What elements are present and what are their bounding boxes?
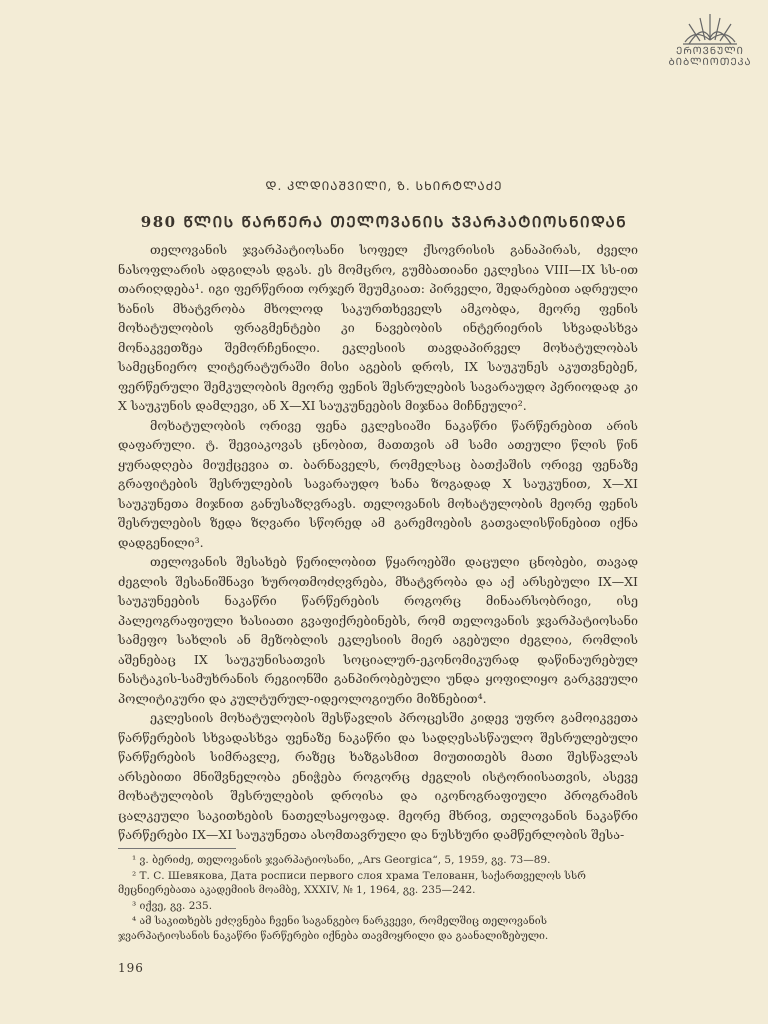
paragraph-2: მოხატულობის ორივე ფენა ეკლესიაში ნაკაწრი წარწერებით არის დაფარული. ტ. შევიაკოვას ცნობით, მათთვის ამ სამი ათეული წლის წინ ყურადღება მიუქცევია თ. ბარნაველს, რომელსაც ბათქაშის ორივე ფენაზე გრაფიტების შესრულების სავარაუდო ხანა ზოგადად X საუკუნით, X—XI საუკუნეთა მიჯნით განუსაზღვრავს. თელოვანის მოხატულობის მეორე ფენის შესრულების ზედა ზღვარი სწორედ ამ გარემოების გათვალისწინებით იქნა დადგენილი³.	[118, 417, 638, 550]
article-body	[118, 240, 638, 845]
page-number: 196	[118, 961, 144, 975]
library-stamp	[660, 10, 760, 90]
footnote-3: ³ იქვე, გვ. 235.	[132, 899, 213, 912]
paragraph-3: თელოვანის შესახებ წერილობით წყაროებში დაცული ცნობები, თავად ძეგლის შესანიშნავი ხუროთმოძღვრება, მხატვრობა და აქ არსებული IX—XI საუკუნეების ნაკაწრი წარწერების როგორც მინაარსობრივი, ისე პალეოგრაფიული ხასიათი გვაფიქრებინებს, რომ თელოვანის ჯვარპატიოსანი სამეფო სახლის ან მეზობლის ეკლესიის მიერ აგებული ძეგლია, რომლის აშენებაც IX საუკუნისათვის სოციალურ-ეკონომიკურად დაწინაურებულ ნასტაკის-სამუხრანის რეგიონში განპირობებული უნდა ყოფილიყო გარკვეული პოლიტიკური და კულტურულ-იდეოლოგიური მიზნებით⁴.	[118, 554, 638, 706]
paragraph-4: ეკლესიის მოხატულობის შესწავლის პროცესში კიდევ უფრო გამოიკვეთა წარწერების სხვადასხვა ფენაზე ნაკაწრი და სადღესასწაულო შესრულებული წარწერების სიმრავლე, რაზეც ხაზგასმით მიუთითებს მათი შესწავლას არსებითი მნიშვნელობა ენიჭება როგორც ძეგლის ისტორიისათვის, ასევე მოხატულობის შესრულების დროისა და იკონოგრაფიული პროგრამის ცალკეული საკითხების ნათელსაყოფად. მეორე მხრივ, თელოვანის ნაკაწრი წარწერები IX—XI საუკუნეთა ასომთავრული და ნუსხური დამწერლობის შესა-	[118, 710, 638, 842]
footnote-divider	[118, 848, 236, 849]
footnote-4: ⁴ ამ საკითხებს ეძღვნება ჩვენი საგანგებო ნარკვევი, რომელშიც თელოვანის ჯვარპატიოსანის ნაკაწრი წარწერები იქნება თავმოყრილი და გაანალიზებული.	[118, 915, 549, 942]
footnote-2: ² Т. С. Шевякова, Дата росписи первого слоя храма Телованн, საქართველოს სსრ მეცნიერებათა აკადემიის მოამბე, XXXIV, № 1, 1964, გვ. 235—242.	[118, 869, 586, 896]
footnotes	[118, 853, 638, 944]
article-authors: Დ. ᲙᲚᲓᲘᲐᲨᲕᲘᲚᲘ, Ზ. ᲡᲮᲘᲠᲢᲚᲐᲫᲔ	[265, 179, 503, 193]
library-emblem-icon	[675, 10, 745, 46]
stamp-line-2: ᲑᲘᲑᲚᲘᲝᲗᲔᲙᲐ	[668, 57, 752, 68]
article-title: 980 ᲬᲚᲘᲡ ᲬᲐᲠᲬᲔᲠᲐ ᲗᲔᲚᲝᲕᲐᲜᲘᲡ ᲯᲕᲐᲠᲞᲐᲢᲘᲝᲡᲜᲘᲓᲐᲜ	[140, 213, 628, 231]
footnote-1: ¹ ვ. ბერიძე, თელოვანის ჯვარპატიოსანი, „Ars Georgica“, 5, 1959, გვ. 73—89.	[132, 854, 551, 866]
stamp-line-1: ᲔᲠᲝᲕᲜᲣᲚᲘ	[676, 46, 744, 57]
paragraph-1: თელოვანის ჯვარპატიოსანი სოფელ ქსოვრისის განაპირას, ძველი ნასოფლარის ადგილას დგას. ეს მომცრო, გუმბათიანი ეკლესია VIII—IX სს-ით თარიღდება¹. იგი ფერწერით ორჯერ შეუმკიათ: პირველი, შედარებით ადრეული ხანის მხატვრობა მხოლოდ საკურთხეველს ამკობდა, მეორე ფენის მოხატულობის ფრაგმენტები კი ნავებობის ინტერიერის სხვადასხვა მონაკვეთზეა შემორჩენილი. ეკლესიის თავდაპირველ მოხატულობას სამეცნიერო ლიტერატურაში მისი აგების დროს, IX საუკუნეს აკუთვნებენ, ფერწერული შემკულობის მეორე ფენის შესრულების სავარაუდო პერიოდად კი X საუკუნის დამლევი, ან X—XI საუკუნეების მიჯნაა მიჩნეული².	[118, 242, 638, 413]
